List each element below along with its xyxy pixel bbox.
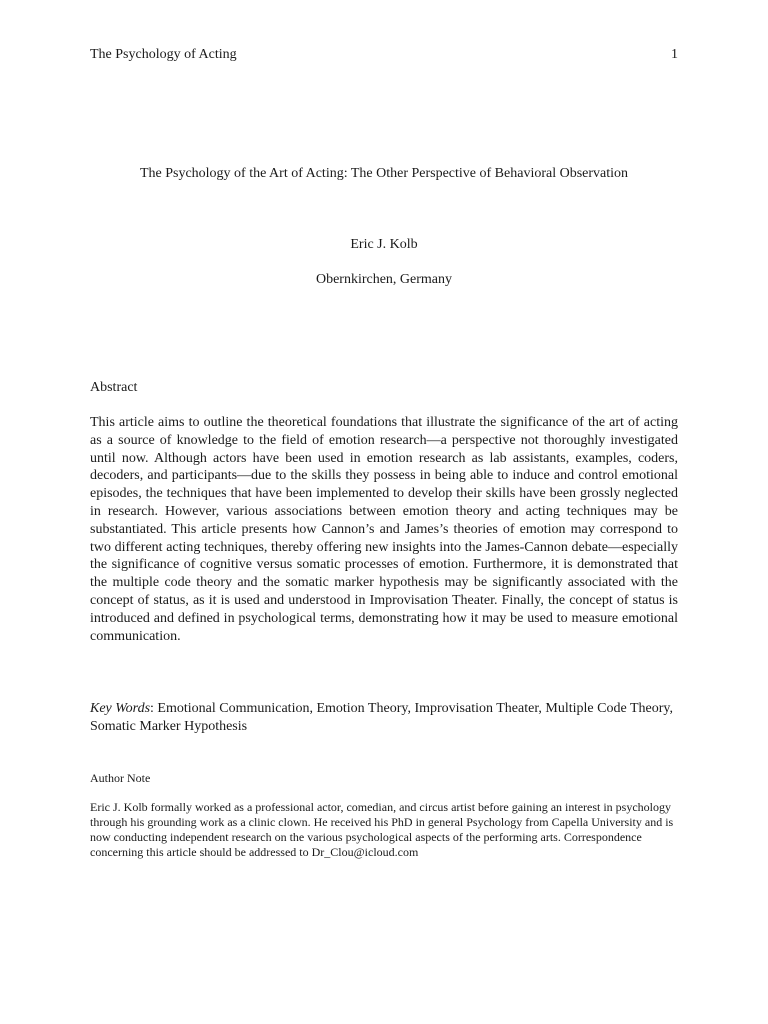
keywords <box>90 700 678 736</box>
keywords-label: Key Words <box>90 701 151 716</box>
author-note-body: Eric J. Kolb formally worked as a professional actor, comedian, and circus artist before gaining an interest in psychology through his grounding work as a clinic clown. He received his PhD in general Psychology from Capella University and is now conducting independent research on the various psychological aspects of the performing arts. Correspondence concerning this article should be addressed to Dr_Clou@icloud.com <box>90 800 674 859</box>
abstract-body: This article aims to outline the theoretical foundations that illustrate the significance of the art of acting as a source of knowledge to the field of emotion research—a perspective not thoroughly investigated until now. Although actors have been used in emotion research as lab assistants, examples, coders, decoders, and participants—due to the skills they possess in being able to induce and control emotional episodes, the techniques that have been implemented to develop their skills have been grossly neglected in research. However, various associations between emotion theory and acting techniques may be substantiated. This article presents how Cannon’s and James’s theories of emotion may correspond to two different acting techniques, thereby offering new insights into the James-Cannon debate—especially the significance of cognitive versus somatic processes of emotion. Furthermore, it is demonstrated that the multiple code theory and the somatic marker hypothesis may be significantly associated with the concept of status, as it is used and understood in Improvisation Theater. Finally, the concept of status is introduced and defined in psychological terms, demonstrating how it may be used to measure emotional communication. <box>90 415 678 644</box>
page-number: 1 <box>671 47 678 62</box>
paper-title: The Psychology of the Art of Acting: The Other Perspective of Behavioral Observation <box>139 166 629 181</box>
running-head: The Psychology of Acting <box>90 47 237 62</box>
author-name: Eric J. Kolb <box>350 237 418 252</box>
author-affiliation: Obernkirchen, Germany <box>315 272 453 287</box>
keywords-separator: : <box>150 701 158 716</box>
author-note-heading: Author Note <box>90 771 151 785</box>
abstract-heading: Abstract <box>90 380 138 395</box>
keywords-text: Emotional Communication, Emotion Theory, Improvisation Theater, Multiple Code Theory, Somatic Marker Hypothesis <box>90 701 673 734</box>
